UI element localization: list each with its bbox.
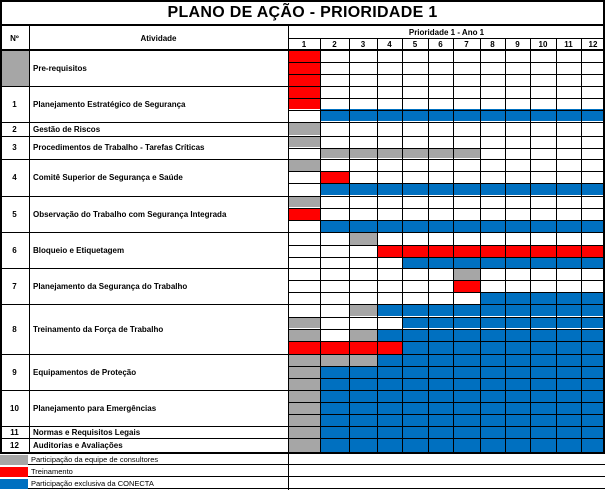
grid-line (0, 268, 605, 269)
row-activity: Procedimentos de Trabalho - Tarefas Críticas (33, 143, 205, 152)
row-activity: Pre-requisitos (33, 63, 87, 73)
schedule-bar-red (453, 280, 480, 292)
schedule-bar-gray (320, 148, 480, 158)
grid-line (0, 426, 605, 427)
grid-line (556, 38, 557, 454)
row-number: 10 (10, 403, 19, 413)
grid-line (288, 220, 605, 221)
schedule-bar-blue (320, 438, 605, 452)
schedule-bar-blue (377, 304, 605, 316)
schedule-bar-blue (402, 341, 605, 354)
grid-line (288, 26, 289, 490)
legend-label: Participação da equipe de consultores (31, 455, 159, 464)
grid-line (505, 38, 506, 454)
grid-line (480, 38, 481, 454)
row-number: 5 (12, 209, 17, 219)
schedule-bar-gray (288, 438, 320, 452)
grid-line (0, 196, 605, 197)
month-5: 5 (412, 39, 418, 49)
row-number: 11 (10, 427, 19, 437)
row-activity: Planejamento para Emergências (33, 403, 157, 413)
month-10: 10 (538, 39, 548, 49)
grid-line (288, 148, 605, 149)
grid-line (349, 38, 350, 454)
row-number: 12 (10, 440, 19, 450)
row-number: 2 (12, 124, 17, 134)
grid-line (0, 49, 605, 51)
grid-line (288, 110, 605, 111)
month-11: 11 (564, 39, 573, 49)
schedule-bar-gray (349, 304, 377, 316)
grid-line (288, 38, 605, 39)
grid-line (288, 62, 605, 63)
row-activity: Gestão de Riscos (33, 124, 101, 134)
month-6: 6 (438, 39, 443, 49)
schedule-bar-gray (453, 268, 480, 280)
month-1: 1 (301, 39, 307, 49)
schedule-bar-gray (288, 122, 320, 135)
grid-line (581, 38, 582, 454)
page-title: PLANO DE AÇÃO - PRIORIDADE 1 (0, 0, 605, 26)
schedule-bar-gray (349, 232, 377, 245)
schedule-bar-gray (288, 136, 320, 147)
grid-line (320, 38, 321, 454)
header-activity: Atividade (140, 33, 177, 43)
schedule-bar-blue (377, 329, 605, 341)
month-7: 7 (464, 39, 469, 49)
grid-line (288, 245, 605, 246)
grid-line (288, 257, 605, 258)
schedule-bar-gray (288, 426, 320, 438)
grid-line (0, 122, 605, 123)
grid-line (288, 280, 605, 281)
grid-line (0, 232, 605, 233)
grid-line (288, 329, 605, 330)
row-activity: Equipamentos de Proteção (33, 367, 137, 377)
legend (0, 454, 288, 490)
grid-line (377, 38, 378, 454)
grid-line (288, 292, 605, 293)
legend-swatch-gray (0, 455, 28, 465)
legend-label: Treinamento (31, 467, 73, 476)
row-activity: Treinamento da Força de Trabalho (33, 324, 164, 334)
legend-label: Participação exclusiva da CONECTA (31, 479, 154, 488)
schedule-bar-blue (320, 390, 605, 426)
grid-line (288, 317, 605, 318)
row-activity: Planejamento da Segurança do Trabalho (33, 281, 188, 291)
month-9: 9 (515, 39, 520, 49)
grid-line (0, 390, 605, 391)
grid-line (402, 38, 403, 454)
header-num: Nº (10, 33, 19, 43)
row-activity: Planejamento Estratégico de Segurança (33, 99, 186, 109)
schedule-bar-gray (349, 329, 377, 341)
schedule-bar-red (288, 208, 320, 220)
grid-line (0, 159, 605, 160)
row-number: 6 (12, 245, 17, 255)
grid-line (530, 38, 531, 454)
row-activity: Bloqueio e Etiquetagem (33, 245, 125, 255)
schedule-bar-blue (320, 220, 605, 232)
schedule-bar-gray (288, 317, 320, 328)
schedule-bar-blue (402, 317, 605, 328)
schedule-bar-blue (377, 354, 605, 366)
grid-line (288, 171, 605, 172)
month-4: 4 (387, 39, 392, 49)
schedule-bar-red (320, 171, 349, 183)
schedule-bar-blue (320, 183, 605, 195)
schedule-bar-gray (288, 354, 320, 390)
grid-line (288, 402, 605, 403)
row-number: 4 (12, 173, 17, 182)
schedule-bar-red (288, 50, 320, 86)
legend-swatch-red (0, 467, 28, 477)
grid-line (288, 378, 605, 379)
schedule-bar-red (288, 341, 402, 354)
month-2: 2 (332, 39, 337, 49)
schedule-bar-gray (288, 329, 320, 341)
schedule-bar-gray (288, 196, 320, 207)
grid-line (0, 136, 605, 137)
schedule-bar-blue (402, 257, 605, 268)
row-number: 1 (12, 99, 17, 109)
row-number (0, 50, 29, 86)
schedule-bar-gray (288, 159, 320, 171)
schedule-bar-red (377, 245, 605, 257)
month-3: 3 (360, 39, 366, 49)
month-8: 8 (490, 39, 495, 49)
row-number: 3 (12, 143, 17, 152)
grid-line (0, 354, 605, 355)
row-number: 7 (12, 281, 17, 291)
row-activity: Comitê Superior de Segurança e Saúde (33, 173, 183, 182)
grid-line (288, 366, 605, 367)
schedule-bar-gray (288, 390, 320, 426)
schedule-bar-blue (320, 426, 605, 438)
grid-line (0, 304, 605, 305)
grid-line (453, 38, 454, 454)
grid-line (288, 98, 605, 99)
row-number: 9 (12, 367, 17, 377)
header-period: Prioridade 1 - Ano 1 (408, 27, 485, 37)
row-activity: Auditorias e Avaliações (33, 440, 123, 450)
grid-line (428, 38, 429, 454)
row-activity: Normas e Requisitos Legais (33, 427, 141, 437)
row-activity: Observação do Trabalho com Segurança Integrada (33, 209, 227, 219)
grid-line (0, 438, 605, 439)
grid-line (288, 414, 605, 415)
legend-swatch-blue (0, 479, 28, 489)
schedule-bar-blue (480, 292, 605, 304)
grid-line (288, 341, 605, 342)
grid-line (288, 208, 605, 209)
month-12: 12 (588, 39, 598, 49)
grid-line (288, 183, 605, 184)
grid-line (288, 74, 605, 75)
grid-line (0, 86, 605, 87)
row-number: 8 (12, 324, 17, 334)
